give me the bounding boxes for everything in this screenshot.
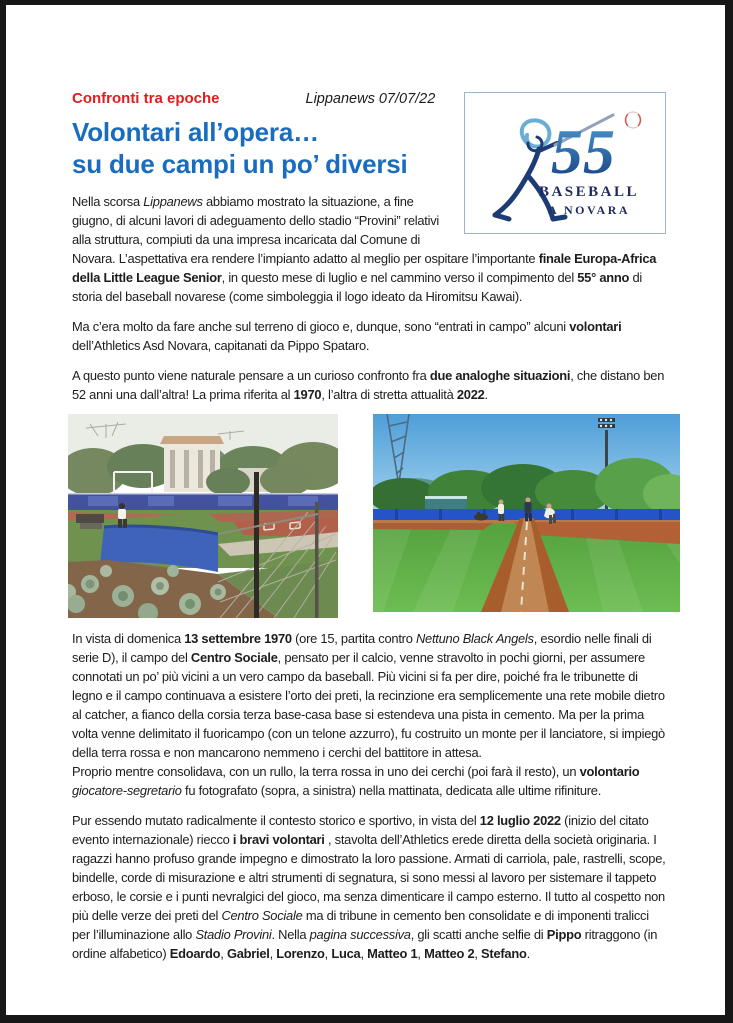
paragraph-volontari: Ma c’era molto da fare anche sul terreno di gioco e, dunque, sono “entrati in campo” alcuni volontari dell’Athletics Asd Novara, capitanati da Pippo Spataro.	[72, 319, 622, 353]
kicker-label: Confronti tra epoche	[72, 90, 220, 107]
photos-row	[68, 414, 666, 618]
newsletter-page	[6, 5, 725, 1015]
paragraph-confronto: A questo punto viene naturale pensare a un curioso confronto fra due analoghe situazioni, che distano ben 52 anni una dall’altra! La prima riferita al 1970, l’altra di stretta attualità 2022.	[72, 368, 665, 402]
logo-novara-label: A NOVARA	[547, 203, 631, 217]
article-title-line1: Volontari all’opera…	[72, 117, 319, 147]
issue-date-label: Lippanews 07/07/22	[305, 91, 436, 107]
photo-campo-1970	[68, 414, 338, 618]
logo-55-number: 55	[551, 116, 615, 187]
baseball-novara-55-logo	[464, 92, 666, 234]
page-content	[6, 5, 725, 963]
paragraph-1970-story: In vista di domenica 13 settembre 1970 (ore 15, partita contro Nettuno Black Angels, esordio nelle finali di serie D), il campo del Centro Sociale, pensato per il calcio, venne stravolto in pochi giorni, per assumere connotati un po’ più vicini a un vero campo da baseball. Più vicini si fa per dire, poiché fra le tribunette di legno e il campo continuava a esistere l’orto dei preti, la recinzione era semplicemente una rete mobile dietro al catcher, a fianco della corsia terza base-casa base si estendeva una pista in cemento. Ma per la prima volta venne delimitato il fuoricampo (con un telone azzurro), fu costruito un monte per il lanciatore, si impiegò della terra rossa e non mancarono nemmeno i cerchi del battitore in attesa. Proprio mentre consolidava, con un rullo, la terra rossa in uno dei cerchi (poi farà il resto), un volontario giocatore-segretario fu fotografato (sopra, a sinistra) nella mattinata, dedicata alle ultime rifiniture.	[72, 631, 665, 798]
paragraph-intro: Nella scorsa Lippanews abbiamo mostrato la situazione, a fine giugno, di alcuni lavori di adeguamento dello stadio “Provini” relativi alla struttura, compiuti da una impresa incaricata dal Comune di Novara. L’aspettativa era rendere l’impianto adatto al meglio per ospitare l’importante finale Europa-Africa della Little League Senior, in questo mese di luglio e nel cammino verso il compimento del 55° anno di storia del baseball novarese (come simboleggia il logo ideato da Hiromitsu Kawai).	[72, 194, 657, 304]
paragraph-2022-story: Pur essendo mutato radicalmente il contesto storico e sportivo, in vista del 12 luglio 2022 (inizio del citato evento internazionale) riecco i bravi volontari , stavolta dell’Athletics erede diretta della società originaria. I ragazzi hanno profuso grande impegno e dimostrato la loro passione. Armati di carriola, pale, rastrelli, scope, bindelle, corde di misurazione e altri strumenti di segnatura, si sono messi al lavoro per sistemare il tappeto erboso, le corsie e i punti nevralgici del gioco, ma senza dimenticare il campo esterno. Il tutto al cospetto non più delle verze dei preti del Centro Sociale ma di tribune in cemento ben consolidate e di imponenti tralicci per l’illuminazione allo Stadio Provini. Nella pagina successiva, gli scatti anche selfie di Pippo ritraggono (in ordine alfabetico) Edoardo, Gabriel, Lorenzo, Luca, Matteo 1, Matteo 2, Stefano.	[72, 813, 666, 961]
article-title-line2: su due campi un po’ diversi	[72, 149, 408, 179]
logo-graphic	[465, 93, 663, 231]
logo-baseball-label: BASEBALL	[538, 184, 640, 200]
baseball-icon	[625, 112, 641, 128]
photo-campo-2022	[373, 414, 680, 612]
